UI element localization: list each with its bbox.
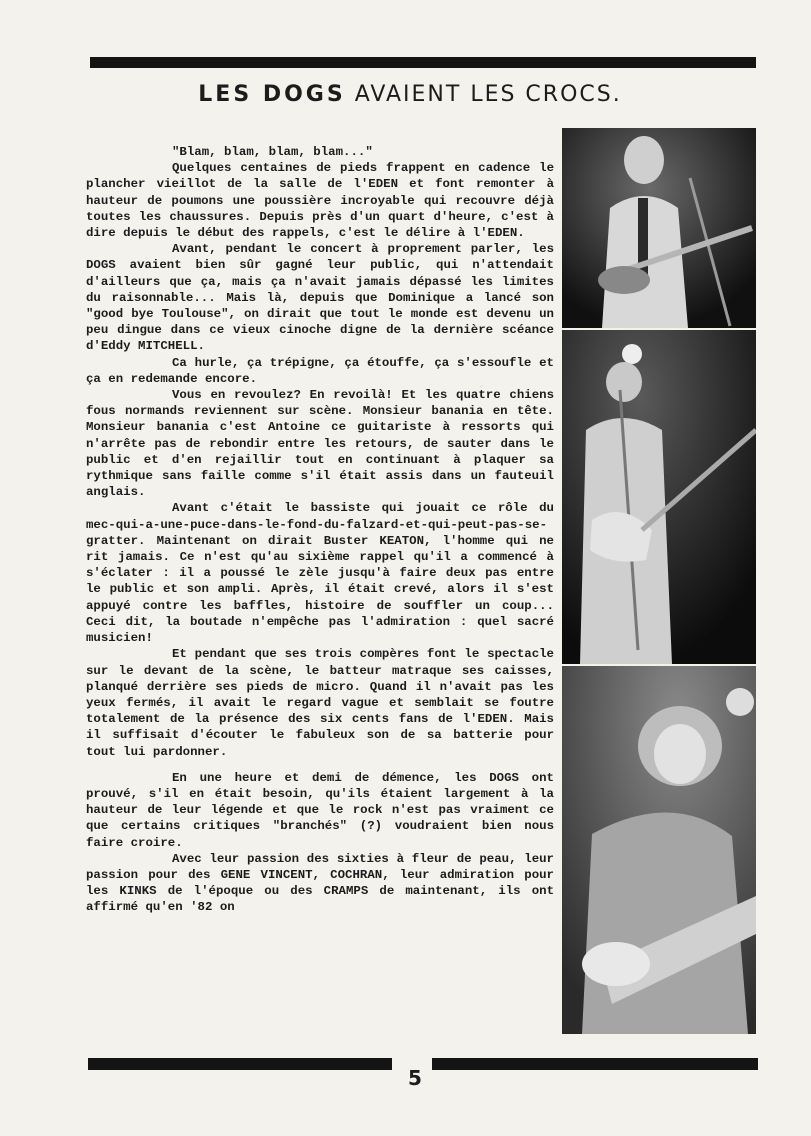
article-paragraph: Avant, pendant le concert à proprement parler, les DOGS avaient bien sûr gagné leur public, qui n'attendait d'ailleurs que ça, mais ça n'avait jamais dépassé les limites du raisonnable... Mais là, depuis que Dominique a lancé son "good bye Toulouse", on dirait que tout le monde est devenu un peu dingue dans ce vieux cinoche digne de la dernière scéance d'Eddy MITCHELL. — [86, 242, 554, 354]
article-paragraph: Ca hurle, ça trépigne, ça étouffe, ça s'essoufle et ça en redemande encore. — [86, 355, 554, 386]
photo-column — [562, 128, 756, 1034]
headline-bold: LES DOGS — [198, 82, 346, 107]
article-paragraph: Avant c'était le bassiste qui jouait ce rôle du mec-qui-a-une-puce-dans-le-fond-du-falzard-et-qui-peut-pas-se-gratter. Maintenant on dirait Buster KEATON, l'homme qui ne rit jamais. Ce n'est qu'au sixième rappel qu'il a commencé à s'éclater : il a poussé le zèle jusqu'à faire deux pas entre le public et son ampli. Après, il était crevé, alors il s'est appuyé contre les baffles, histoire de souffler un coup... Ceci dit, la boutade n'empêche pas l'admiration : quel sacré musicien! — [86, 501, 554, 646]
headline — [110, 82, 710, 107]
article-paragraph: Et pendant que ses trois compères font le spectacle sur le devant de la scène, le batteur matraque ses caisses, planqué derrière ses pieds de micro. Quand il n'avait pas les yeux fermés, il avait le regard vague et semblait se foutre totalement de la présence des six cents fans de l'EDEN. Mais il suffisait d'écouter le fabuleux son de sa batterie pour tout lui pardonner. — [86, 647, 554, 759]
article-paragraph: Quelques centaines de pieds frappent en cadence le plancher vieillot de la salle de l'EDEN et font remonter à hauteur de poumons une poussière incroyable qui recouvre déjà toutes les chaussures. Depuis près d'un quart d'heure, c'est à dire depuis le début des rappels, c'est le délire à l'EDEN. — [86, 161, 554, 241]
article-paragraph: "Blam, blam, blam, blam..." — [172, 145, 373, 159]
article-body — [86, 144, 554, 916]
article-paragraph: Vous en revoulez? En revoilà! Et les quatre chiens fous normands reviennent sur scène. Monsieur banania en tête. Monsieur banania c'est Antoine ce guitariste à ressorts qui n'arrête pas de rebondir entre les retours, de sauter dans le public et d'en rejaillir tout en continuant à plaquer sa rythmique sans faille comme s'il était assis dans un fauteuil anglais. — [86, 388, 554, 500]
photo-guitarist — [562, 330, 756, 664]
top-rule — [90, 57, 756, 68]
photo-bassist — [562, 128, 756, 328]
article-paragraph: En une heure et demi de démence, les DOGS ont prouvé, s'il en était besoin, qu'ils étaient largement à la hauteur de leur légende et que le rock n'est pas vraiment ce que certains critiques "branchés" (?) voudraient bien nous faire croire. — [86, 770, 554, 850]
bottom-rule-right — [432, 1058, 758, 1070]
headline-rest: AVAIENT LES CROCS. — [354, 82, 622, 107]
article-paragraph: Avec leur passion des sixties à fleur de peau, leur passion pour des GENE VINCENT, COCHRAN, leur admiration pour les KINKS de l'époque ou des CRAMPS de maintenant, ils ont affirmé qu'en '82 on — [86, 851, 554, 915]
page-number: 5 — [408, 1066, 422, 1090]
photo-guitarist-closeup — [562, 666, 756, 1034]
bottom-rule-left — [88, 1058, 392, 1070]
